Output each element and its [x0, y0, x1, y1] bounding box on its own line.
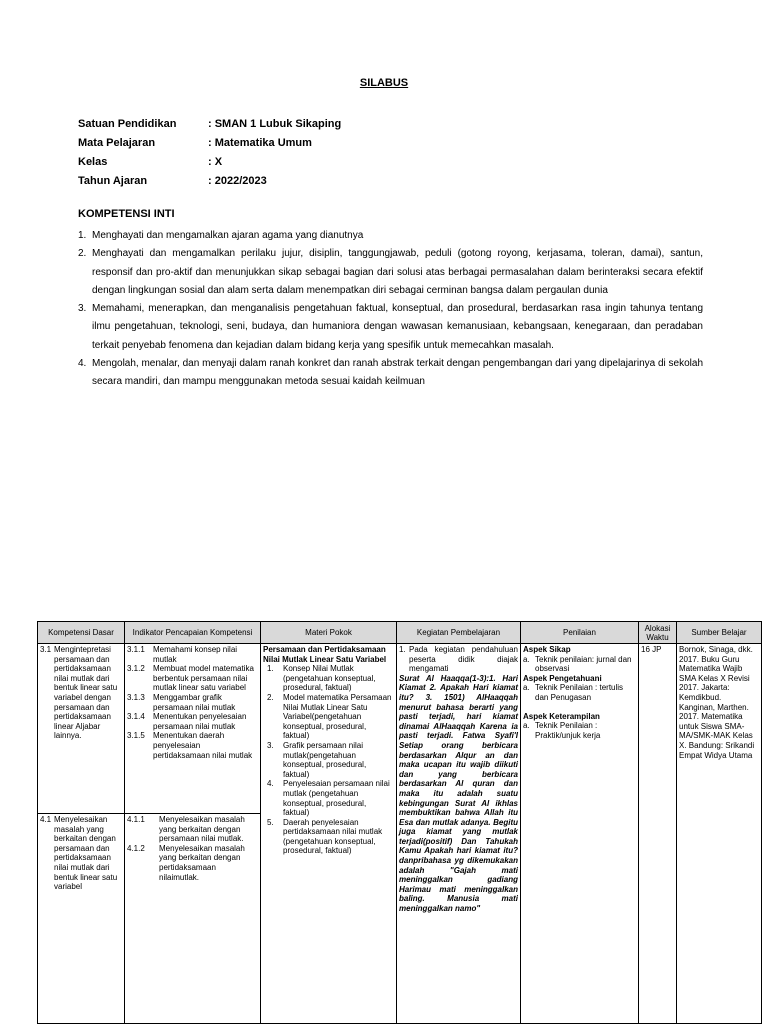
penilaian-number: a.: [523, 721, 530, 731]
header-kompetensi-dasar: Kompetensi Dasar: [38, 622, 125, 644]
list-item: [78, 355, 703, 392]
materi-number: 4.: [267, 779, 274, 789]
header-indikator: Indikator Pencapaian Kompetensi: [125, 622, 261, 644]
kd-item: [40, 815, 122, 892]
meta-label: Mata Pelajaran: [78, 136, 156, 149]
ipk-text: Membuat model matematika berbentuk persamaan nilai mutlak linear satu variabel: [153, 664, 254, 693]
ipk-item: [127, 664, 258, 693]
ipk-item: [127, 693, 258, 712]
kegiatan-item: [399, 645, 518, 674]
ipk-text: Menentukan daerah penyelesaian pertidaksamaan nilai mutlak: [153, 731, 253, 760]
penilaian-item: [523, 683, 636, 702]
ipk-text: Menyelesaikan masalah yang berkaitan dengan persamaan nilai mutlak.: [159, 815, 245, 844]
table-header-row: [38, 622, 762, 644]
list-item: [78, 245, 703, 300]
kd-text: Menyelesaikan masalah yang berkaitan dengan persamaan dan pertidaksamaan nilai mutlak dari bentuk linear satu variabel: [54, 815, 118, 892]
penilaian-number: a.: [523, 683, 530, 693]
list-text: Menghayati dan mengamalkan ajaran agama yang dianutnya: [92, 230, 364, 241]
penilaian-text: Teknik Penilaian : tertulis dan Penugasan: [535, 683, 624, 702]
penilaian-sikap-title: Aspek Sikap: [523, 645, 571, 654]
ipk-text: Menggambar grafik persamaan nilai mutlak: [153, 692, 236, 712]
list-text: Menghayati dan mengamalkan perilaku jujur, disiplin, tanggungjawab, peduli (gotong royong, kerjasama, toleran, damai), santun, responsif dan pro-aktif dan menunjukkan sikap sebagai bagian dari solusi atas berbagai permasalahan dalam berinteraksi secara efektif dengan lingkungan sosial dan alam serta dalam menempatkan diri sebagai cerminan bangsa dalam pergaulan dunia: [92, 248, 703, 296]
penilaian-text: Teknik penilaian: jurnal dan observasi: [535, 654, 632, 674]
ipk-cell: [125, 644, 261, 814]
kd-cell: [38, 814, 125, 1024]
materi-text: Grafik persamaan nilai mutlak(pengetahuan konseptual, prosedural, faktual): [283, 740, 367, 779]
header-sumber-belajar: Sumber Belajar: [677, 622, 762, 644]
penilaian-text: Teknik Penilaian : Praktik/unjuk kerja: [535, 721, 601, 740]
penilaian-pengetahuan-title: Aspek Pengetahuani: [523, 673, 602, 683]
kd-cell: [38, 644, 125, 814]
list-number: 1.: [78, 230, 87, 241]
meta-row: [78, 152, 341, 171]
ipk-item: [127, 844, 258, 882]
ipk-text: Memahami konsep nilai mutlak: [153, 645, 238, 664]
ipk-text: Menentukan penyelesaian persamaan nilai mutlak: [153, 712, 247, 731]
ipk-number: 3.1.1: [127, 645, 145, 654]
penilaian-keterampilan-title: Aspek Keterampilan: [523, 711, 600, 721]
kd-number: 3.1: [40, 645, 52, 654]
meta-row: [78, 133, 341, 152]
meta-label: Satuan Pendidikan: [78, 117, 177, 130]
materi-text: Konsep Nilai Mutlak (pengetahuan konseptual, prosedural, faktual): [283, 664, 376, 693]
materi-title: Persamaan dan Pertidaksamaan Nilai Mutlak Linear Satu Variabel: [263, 645, 387, 664]
kompetensi-inti-list: [78, 227, 703, 392]
list-item: [78, 300, 703, 355]
ipk-item: [127, 712, 258, 731]
ipk-cell: [125, 814, 261, 1024]
kd-number: 4.1: [40, 815, 52, 824]
materi-item: [263, 818, 394, 856]
list-number: 4.: [78, 358, 87, 370]
materi-cell: [261, 644, 397, 1024]
meta-label: Tahun Ajaran: [78, 174, 148, 187]
kegiatan-body: Surat Al Haaqqa(1-3):1. Hari Kiamat 2. Apakah Hari kiamat itu? 3. 1501) AlHaaqqah menurut bahasa berarti yang pasti terjadi, hari kiamat dinamai AlHaaqqah Karena ia pasti terjadi. Fatwa Syafi'I Setiap orang berbicara berdasarkan Alqur an dan maka ucapan itu wajib diikuti dan yang berbicara berdasarkan Al quran dan maka itu adalah suatu kebingungan Surat Al ikhlas membuktikan bahwa Allah itu Esa dan mutlak adanya. Begitu juga kiamat yang mutlak terjadi(positif) Dan Tahukah Kamu Apakah hari kiamat itu? danpribahasa yg dikemukakan adalah "Gajah mati meninggalkan gadiang Harimau mati meninggalkan baling. Manusia mati meninggalkan namo": [399, 673, 518, 914]
ipk-number: 3.1.3: [127, 692, 145, 702]
materi-item: [263, 693, 394, 741]
ipk-number: 4.1.2: [127, 843, 145, 853]
ipk-item: [127, 815, 258, 844]
list-text: Memahami, menerapkan, dan menganalisis pengetahuan faktual, konseptual, dan prosedural, berdasarkan rasa ingin tahunya tentang ilmu pengetahuan, teknologi, seni, budaya, dan humaniora dengan wawasan kemanusiaan, kebangsaan, kenegaraan, dan peradaban terkait penyebab fenomena dan kejadian dalam bidang kerja yang spesifik untuk memecahkan masalah.: [92, 303, 703, 351]
ipk-item: [127, 645, 258, 664]
penilaian-cell: [521, 644, 639, 1024]
identity-block: [78, 114, 341, 190]
materi-item: [263, 741, 394, 779]
meta-value: : 2022/2023: [208, 174, 267, 187]
sumber-cell: Bornok, Sinaga, dkk. 2017. Buku Guru Matematika Wajib SMA Kelas X Revisi 2017. Jakarta: Kemdikbud. Kanginan, Marthen. 2017. Matematika untuk Siswa SMA-MA/SMK-MAK Kelas X. Bandung: Srikandi Empat Widya Utama: [677, 644, 762, 1024]
list-item: [78, 227, 703, 245]
header-materi-pokok: Materi Pokok: [261, 622, 397, 644]
list-text: Mengolah, menalar, dan menyaji dalam ranah konkret dan ranah abstrak terkait dengan pengembangan dari yang dipelajarinya di sekolah secara mandiri, dan mampu menggunakan metoda sesuai kaidah keilmuan: [92, 358, 703, 388]
meta-value: : SMAN 1 Lubuk Sikaping: [208, 117, 342, 130]
ipk-number: 4.1.1: [127, 815, 145, 824]
penilaian-number: a.: [523, 654, 530, 664]
meta-row: [78, 114, 341, 133]
kegiatan-intro: Pada kegiatan pendahuluan peserta didik diajak mengamati: [409, 645, 518, 674]
materi-text: Daerah penyelesaian pertidaksamaan nilai mutlak (pengetahuan konseptual, prosedural, faktual): [283, 817, 383, 856]
materi-item: [263, 779, 394, 817]
silabus-table: [37, 621, 762, 1024]
document-title: SILABUS: [359, 77, 409, 89]
table-row: [38, 644, 762, 814]
ipk-number: 3.1.4: [127, 712, 145, 722]
list-number: 2.: [78, 248, 87, 260]
meta-label: Kelas: [78, 155, 108, 168]
kd-item: [40, 645, 122, 741]
materi-text: Model matematika Persamaan Nilai Mutlak Linear Satu Variabel(pengetahuan konseptual, prosedural, faktual): [283, 692, 392, 741]
materi-number: 3.: [267, 740, 274, 750]
penilaian-item: [523, 655, 636, 674]
ipk-item: [127, 731, 258, 760]
header-kegiatan: Kegiatan Pembelajaran: [397, 622, 521, 644]
meta-value: : Matematika Umum: [208, 136, 312, 149]
header-penilaian: Penilaian: [521, 622, 639, 644]
ipk-text: Menyelesaikan masalah yang berkaitan dengan pertidaksamaan nilaimutlak.: [159, 843, 245, 882]
ipk-number: 3.1.2: [127, 664, 145, 674]
kd-text: Mengintepretasi persamaan dan pertidaksamaan nilai mutlak dari bentuk linear satu variabel dengan persamaan dan pertidaksamaan linear Aljabar lainnya.: [54, 645, 118, 741]
meta-row: [78, 171, 341, 190]
ipk-number: 3.1.5: [127, 731, 145, 741]
materi-number: 2.: [267, 692, 274, 702]
materi-item: [263, 664, 394, 693]
penilaian-item: [523, 721, 636, 740]
kegiatan-cell: [397, 644, 521, 1024]
kegiatan-number: 1.: [399, 645, 406, 654]
header-alokasi-waktu: Alokasi Waktu: [639, 622, 677, 644]
kompetensi-inti-heading: KOMPETENSI INTI: [78, 208, 175, 220]
materi-number: 5.: [267, 817, 274, 827]
list-number: 3.: [78, 303, 87, 315]
alokasi-cell: 16 JP: [639, 644, 677, 1024]
materi-text: Penyelesaian persamaan nilai mutlak (pengetahuan konseptual, prosedural, faktual): [283, 779, 390, 818]
materi-number: 1.: [267, 664, 274, 674]
meta-value: : X: [208, 155, 223, 168]
